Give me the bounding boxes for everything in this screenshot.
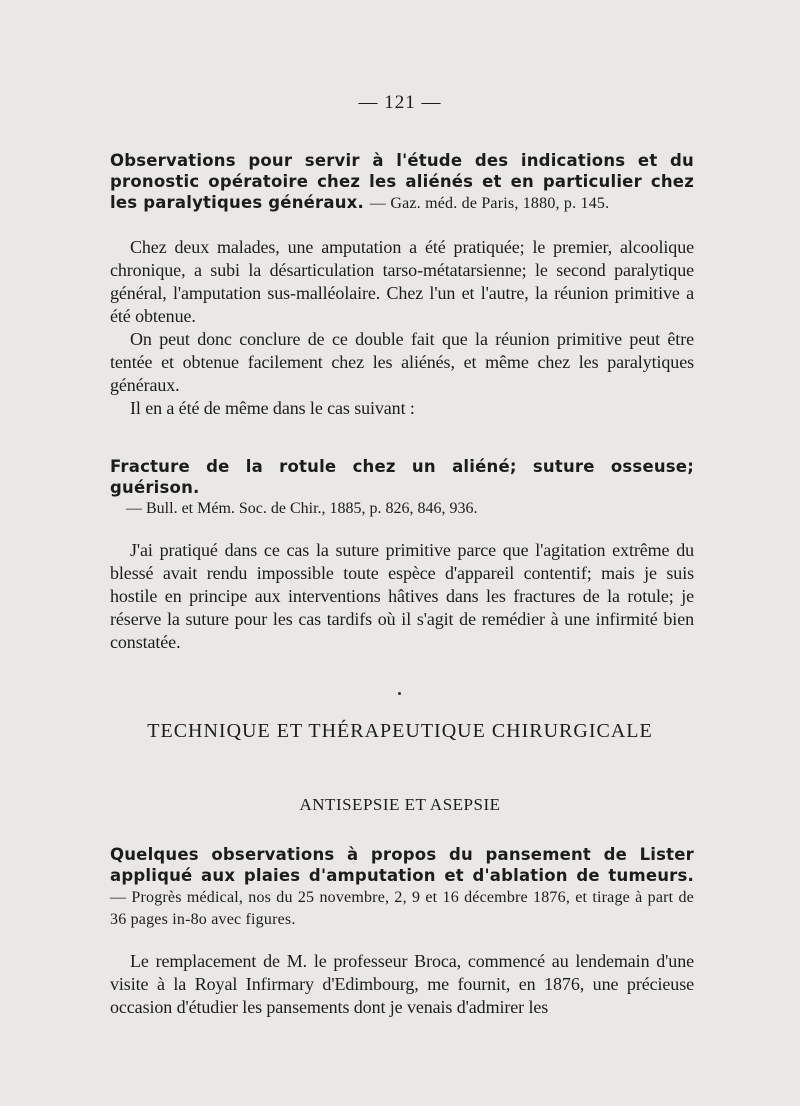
entry-1-title: Observations pour servir à l'étude des indications et du pronostic opératoire chez les aliénés et en particulier chez les paralytiques généraux. — [110, 151, 694, 212]
page-number: — 121 — — [358, 92, 442, 113]
entry-3-paragraph-1: Le remplacement de M. le professeur Broca, commencé au lendemain d'une visite à la Royal Infirmary d'Edimbourg, me fournit, en 1876, une précieuse occasion d'étudier les pansements dont je venais d'admirer les — [110, 951, 694, 1017]
entry-3-heading — [110, 844, 694, 930]
section-title: TECHNIQUE ET THÉRAPEUTIQUE CHIRURGICALE — [147, 720, 653, 742]
entry-2-citation: — Bull. et Mém. Soc. de Chir., 1885, p. 826, 846, 936. — [126, 500, 478, 517]
entry-3-title: Quelques observations à propos du pansement de Lister appliqué aux plaies d'amputation et d'ablation de tumeurs. — [110, 845, 694, 885]
subsection-title: ANTISEPSIE ET ASEPSIE — [299, 795, 501, 814]
entry-1-paragraph-3: Il en a été de même dans le cas suivant : — [130, 398, 415, 418]
entry-1-paragraph-2: On peut donc conclure de ce double fait que la réunion primitive peut être tentée et obtenue facilement chez les aliénés, et même chez les paralytiques généraux. — [110, 329, 694, 395]
entry-1-paragraph-1: Chez deux malades, une amputation a été pratiquée; le premier, alcoolique chronique, a subi la désarticulation tarso-métatarsienne; le second paralytique général, l'amputation sus-malléolaire. Chez l'un et l'autre, la réunion primitive a été obtenue. — [110, 237, 694, 326]
entry-2-paragraph-1: J'ai pratiqué dans ce cas la suture primitive parce que l'agitation extrême du blessé avait rendu impossible toute espèce d'appareil contentif; mais je suis hostile en principe aux interventions hâtives dans les fractures de la rotule; je réserve la suture pour les cas tardifs où il s'agit de remédier à une infirmité bien constatée. — [110, 540, 694, 652]
entry-1-citation: — Gaz. méd. de Paris, 1880, p. 145. — [369, 195, 610, 212]
entry-2-heading: Fracture de la rotule chez un aliéné; suture osseuse; guérison. — [110, 457, 694, 497]
entry-1-heading — [110, 150, 694, 214]
entry-3-citation: — Progrès médical, nos du 25 novembre, 2, 9 et 16 décembre 1876, et tirage à part de 36 pages in-8o avec figures. — [110, 889, 694, 928]
separator-dot — [398, 692, 401, 695]
entry-1 — [110, 150, 694, 420]
entry-3 — [110, 844, 694, 1019]
entry-2 — [110, 456, 694, 654]
